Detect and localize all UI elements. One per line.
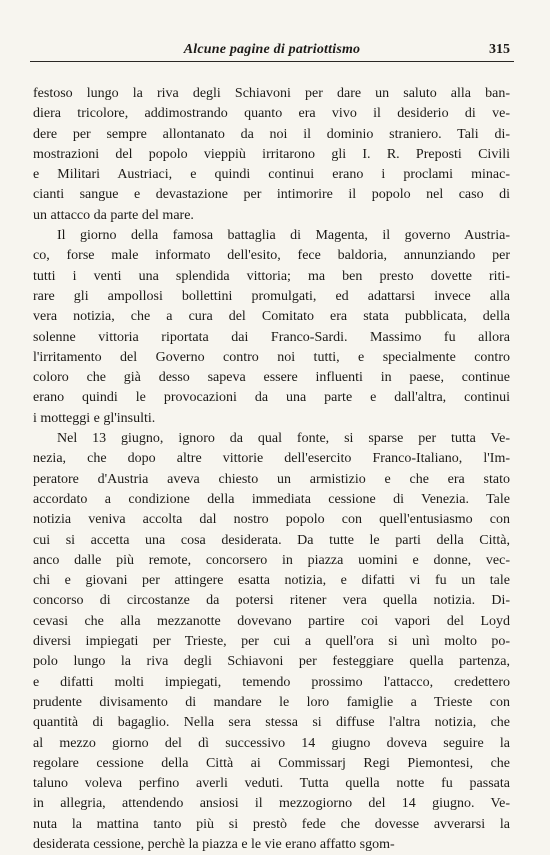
paragraph	[33, 226, 510, 429]
text-line: diversi impiegati per Trieste, per cui a quell'ora si unì molto po-	[33, 634, 510, 650]
page-header	[30, 40, 514, 66]
text-line: l'irritamento del Governo contro noi tutti, e specialmente contro	[33, 349, 510, 365]
header-rule	[30, 61, 514, 62]
text-line: in allegria, attendendo ansiosi il mezzogiorno del 14 giugno. Ve-	[33, 796, 510, 812]
text-line: solenne vittoria riportata dai Franco-Sardi. Massimo fu allora	[33, 329, 510, 345]
text-line: cui si accetta una cosa desiderata. Da tutte le parti della Città,	[33, 532, 510, 548]
text-line: rare gli ampollosi bollettini promulgati, ed adattarsi invece alla	[33, 288, 510, 304]
text-line: tutti i venti una splendida vittoria; ma ben presto dovette riti-	[33, 268, 510, 284]
text-line: erano quindi le provocazioni da una parte e dall'altra, continui	[33, 390, 510, 406]
text-line: diera tricolore, addimostrando quanto era vivo il desiderio di ve-	[33, 106, 510, 122]
text-line: regolare cessione della Città ai Commissarj Regi Piemontesi, che	[33, 755, 510, 771]
text-line: Il giorno della famosa battaglia di Magenta, il governo Austria-	[57, 228, 510, 244]
text-line: Nel 13 giugno, ignoro da qual fonte, si sparse per tutta Ve-	[57, 431, 510, 447]
text-line: co, forse male informato dell'esito, fece baldoria, annunziando per	[33, 248, 510, 264]
text-line: quantità di bagaglio. Nella sera stessa si diffuse l'altra notizia, che	[33, 715, 510, 731]
running-title: Alcune pagine di patriottismo	[183, 42, 361, 57]
text-line: taluno voleva perfino averli veduti. Tutta quella notte fu passata	[33, 776, 510, 792]
text-line: e Militari Austriaci, e quindi continui erano i proclami minac-	[33, 167, 510, 183]
text-line: festoso lungo la riva degli Schiavoni per dare un saluto alla ban-	[33, 86, 510, 101]
text-line: i motteggi e gl'insulti.	[33, 410, 156, 426]
text-line: notizia veniva accolta dal nostro popolo con quell'entusiasmo con	[33, 512, 510, 528]
text-line: concorso di circostanze da potersi ritener vera quella notizia. Di-	[33, 593, 510, 609]
text-line: desiderata cessione, perchè la piazza e le vie erano affatto sgom-	[33, 836, 395, 852]
text-line: nuta la mattina tanto più si prestò fede che dovesse avverarsi la	[33, 816, 510, 832]
text-line: dere per sempre allontanato da noi il dominio straniero. Tali di-	[33, 126, 510, 142]
text-line: un attacco da parte del mare.	[33, 207, 194, 223]
text-line: nezia, che dopo altre vittorie dell'esercito Franco-Italiano, l'Im-	[33, 451, 510, 467]
text-line: cianti sangue e devastazione per intimorire il popolo nel caso di	[33, 187, 510, 203]
text-line: vera notizia, che a cura del Comitato era stata pubblicata, della	[33, 309, 510, 325]
text-line: coloro che già desso sapeva essere influenti in paese, continue	[33, 370, 510, 386]
paragraph	[33, 429, 510, 855]
text-line: chi e giovani per attingere esatta notizia, e difatti vi fu un tale	[33, 573, 510, 589]
text-line: polo lungo la riva degli Schiavoni per festeggiare quella partenza,	[33, 654, 510, 670]
text-line: peratore d'Austria aveva chiesto un armistizio e che era stato	[33, 471, 510, 487]
text-line: prudente divisamento di mandare le loro famiglie a Trieste con	[33, 694, 510, 710]
text-line: mostrazioni del popolo vieppiù irritarono gli I. R. Preposti Civili	[33, 146, 510, 162]
paragraph	[33, 84, 510, 226]
page-number: 315	[489, 42, 510, 57]
text-line: e difatti molti impiegati, temendo prossimo l'attacco, credettero	[33, 674, 510, 690]
text-line: cevasi che alla mezzanotte dovevano partire coi vapori del Loyd	[33, 613, 510, 629]
body-text	[33, 84, 510, 855]
text-line: accordato a condizione della immediata cessione di Venezia. Tale	[33, 491, 510, 507]
text-line: al mezzo giorno del dì successivo 14 giugno doveva seguire la	[33, 735, 510, 751]
text-line: anco dalle più remote, concorsero in piazza uomini e donne, vec-	[33, 552, 510, 568]
